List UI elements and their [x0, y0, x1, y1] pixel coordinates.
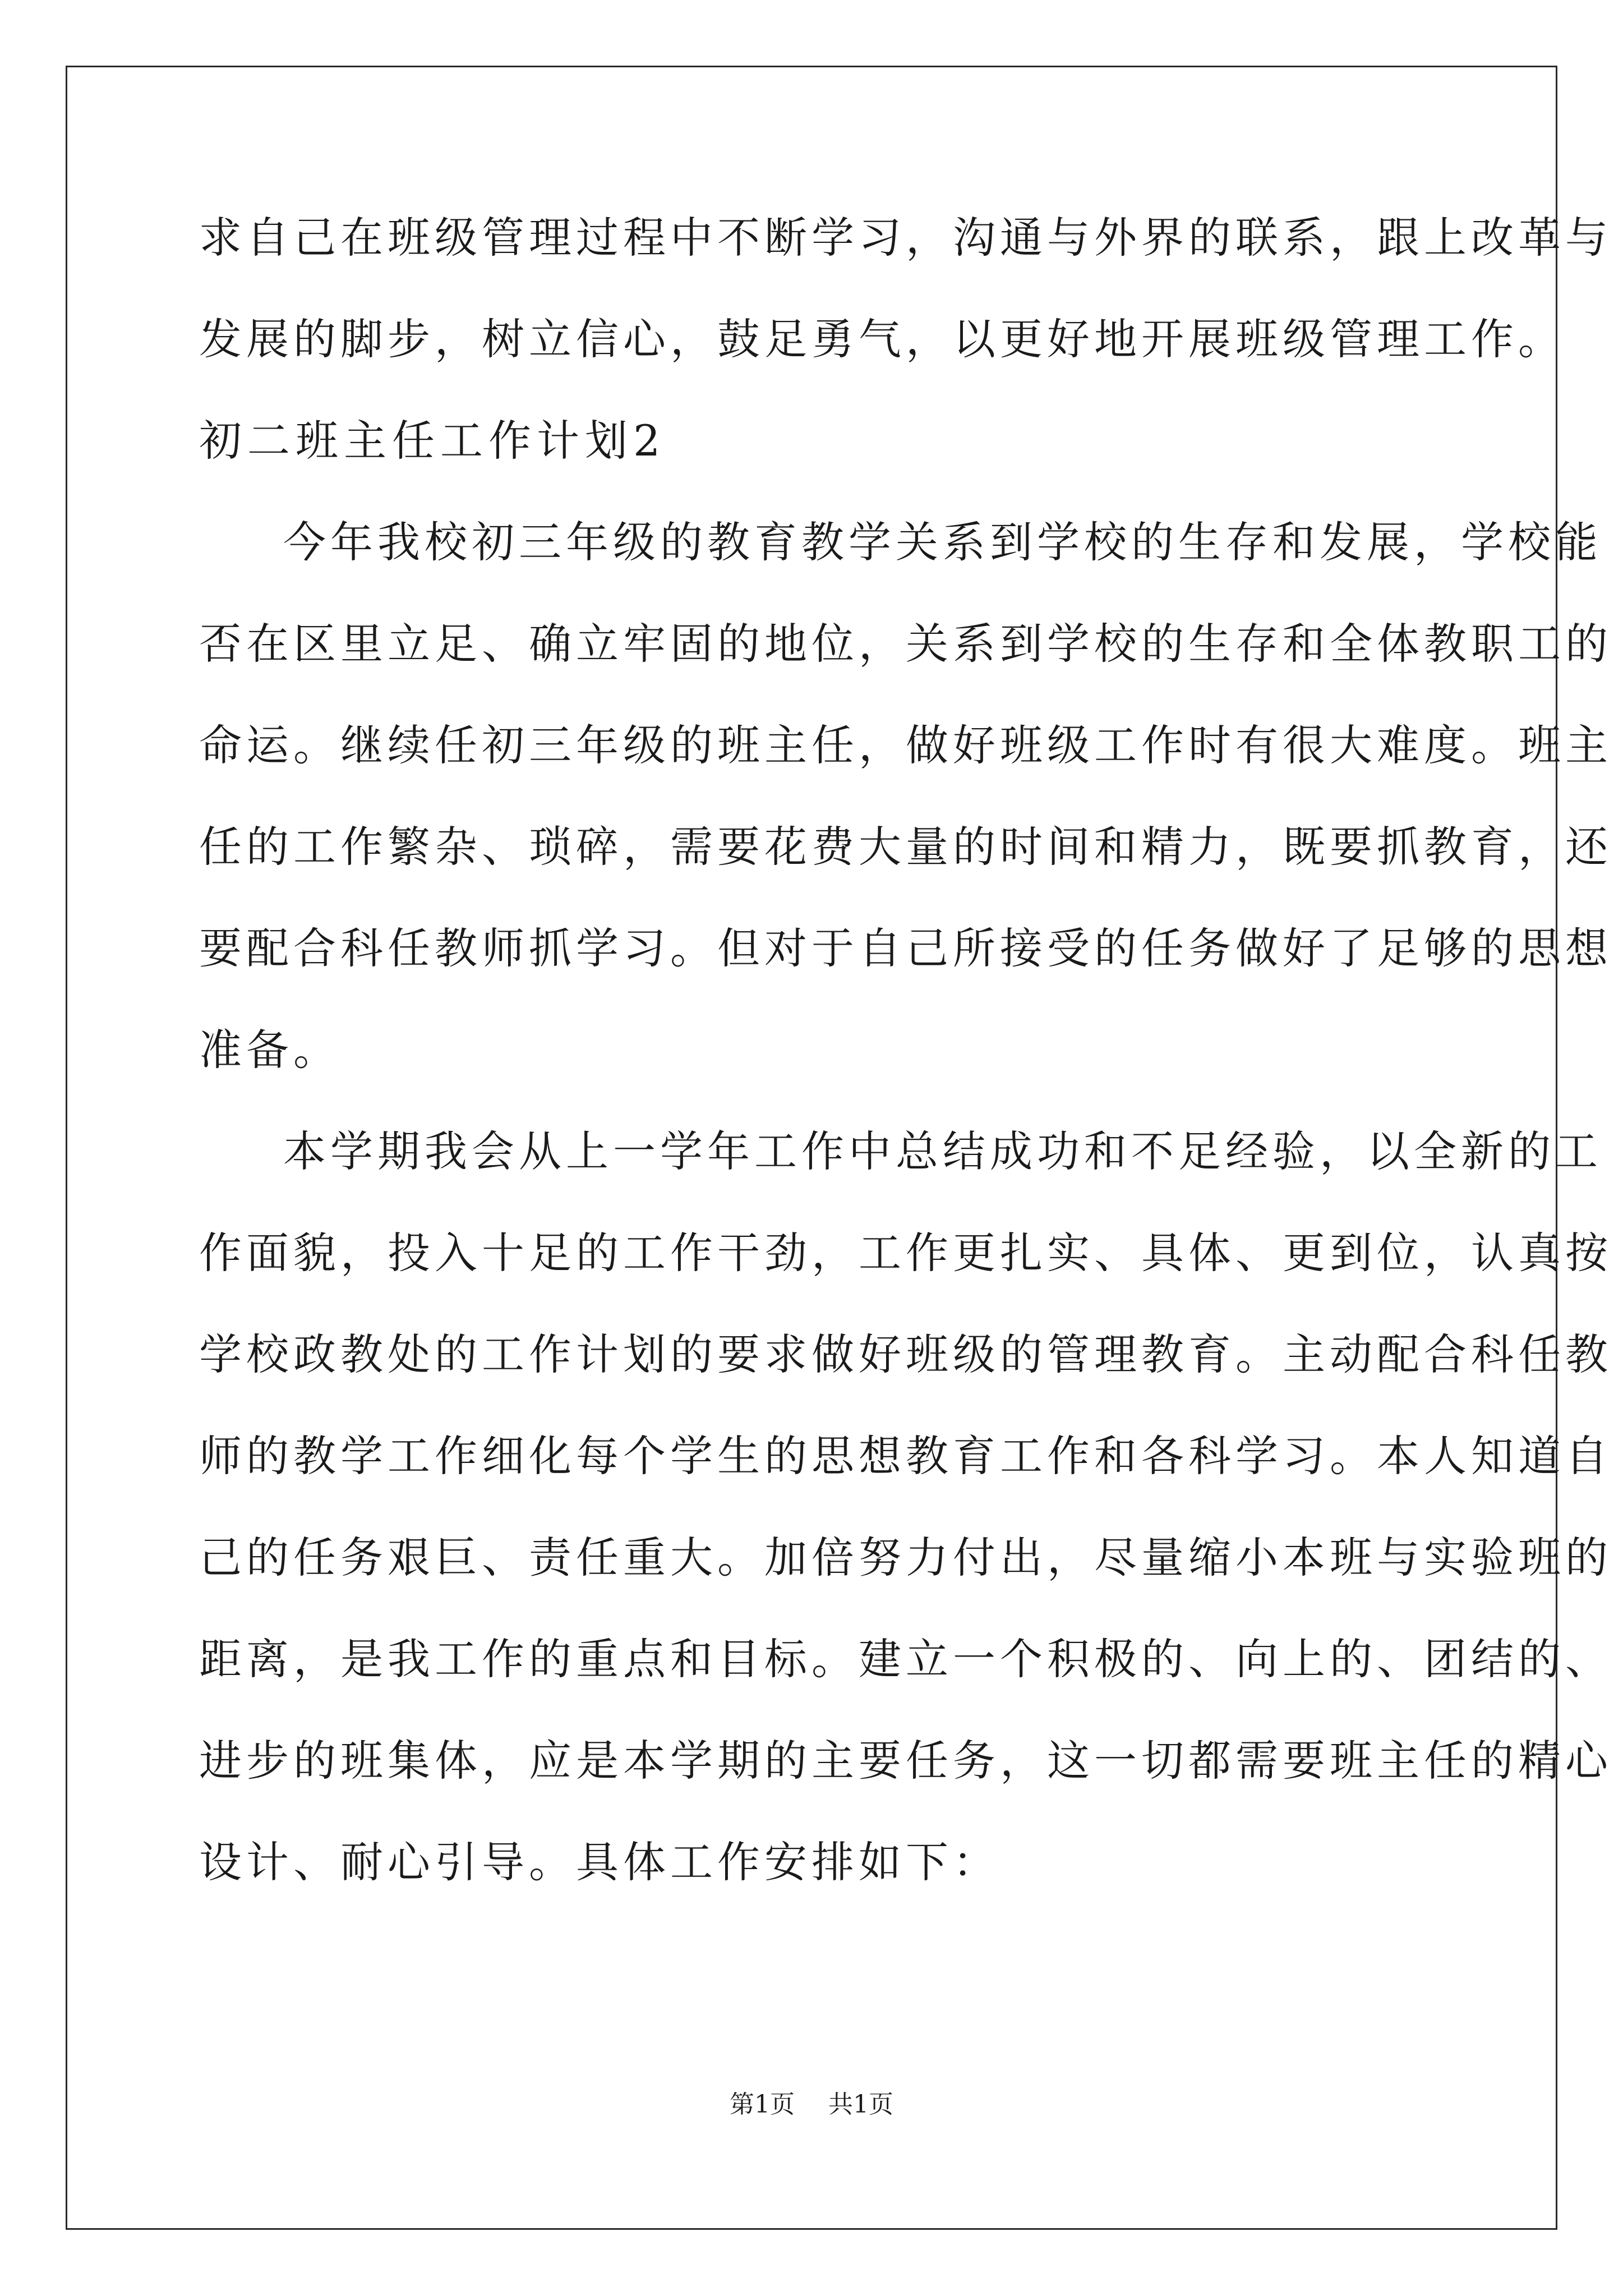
page-number-total: 共1页 — [828, 2090, 893, 2119]
section-heading: 初二班主任工作计划2 — [199, 416, 666, 466]
page-number-current: 第1页 — [730, 2090, 795, 2119]
text-line: 求自己在班级管理过程中不断学习，沟通与外界的联系，跟上改革与 — [199, 213, 1612, 263]
text-line: 己的任务艰巨、责任重大。加倍努力付出，尽量缩小本班与实验班的 — [199, 1533, 1612, 1582]
text-line: 否在区里立足、确立牢固的地位，关系到学校的生存和全体教职工的 — [199, 619, 1612, 669]
text-line: 作面貌，投入十足的工作干劲，工作更扎实、具体、更到位，认真按 — [199, 1228, 1612, 1278]
page-footer — [0, 2088, 1623, 2122]
text-line: 要配合科任教师抓学习。但对于自己所接受的任务做好了足够的思想 — [199, 923, 1612, 973]
text-line: 准备。 — [199, 1025, 340, 1075]
text-line: 学校政教处的工作计划的要求做好班级的管理教育。主动配合科任教 — [199, 1329, 1612, 1379]
text-line: 发展的脚步，树立信心，鼓足勇气，以更好地开展班级管理工作。 — [199, 314, 1565, 364]
text-line: 设计、耐心引导。具体工作安排如下： — [199, 1837, 1000, 1887]
text-line: 命运。继续任初三年级的班主任，做好班级工作时有很大难度。班主 — [199, 720, 1612, 770]
text-line: 师的教学工作细化每个学生的思想教育工作和各科学习。本人知道自 — [199, 1431, 1612, 1481]
paragraph-first-line: 本学期我会从上一学年工作中总结成功和不足经验，以全新的工 — [283, 1126, 1602, 1176]
text-line: 任的工作繁杂、琐碎，需要花费大量的时间和精力，既要抓教育，还 — [199, 822, 1612, 872]
text-line: 进步的班集体，应是本学期的主要任务，这一切都需要班主任的精心 — [199, 1736, 1612, 1786]
paragraph-first-line: 今年我校初三年级的教育教学关系到学校的生存和发展，学校能 — [283, 517, 1602, 567]
document-body — [199, 211, 1612, 1937]
text-line: 距离，是我工作的重点和目标。建立一个积极的、向上的、团结的、 — [199, 1634, 1612, 1684]
